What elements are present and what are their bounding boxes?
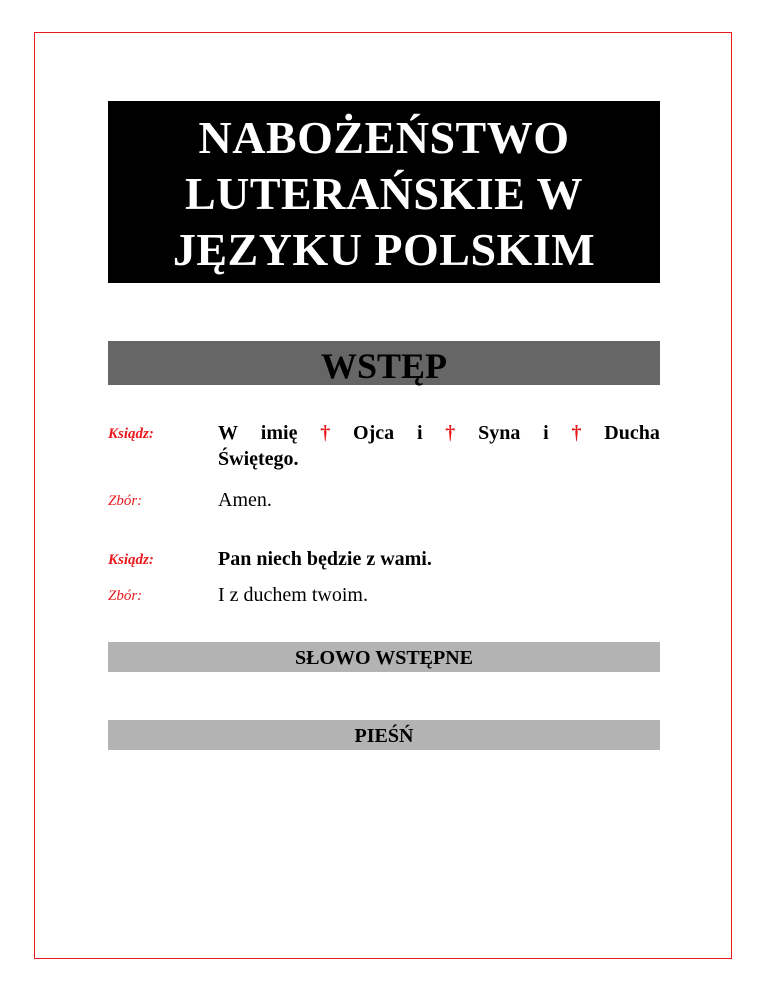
word: imię [260, 422, 298, 444]
hymn-heading: PIEŚŃ [354, 725, 414, 747]
intro-heading-bar [108, 341, 660, 385]
word: W [218, 422, 238, 444]
cross-icon: † [571, 422, 582, 444]
word: i [416, 422, 423, 444]
speaker-label: Zbór: [108, 493, 143, 509]
cross-icon: † [320, 422, 331, 444]
word: Ojca [353, 422, 395, 444]
word: Syna [478, 422, 521, 444]
title-line-3: JĘZYKU POLSKIM [172, 224, 596, 275]
speaker-label: Zbór: [108, 588, 143, 604]
word: i [543, 422, 549, 444]
invocation-line-2: Świętego. [218, 448, 299, 470]
intro-heading: WSTĘP [320, 346, 448, 386]
opening-word-heading: SŁOWO WSTĘPNE [294, 647, 474, 669]
cross-icon: † [445, 422, 456, 444]
invocation-line [218, 420, 660, 446]
utterance-text [218, 420, 660, 472]
word: Ducha [604, 422, 660, 444]
utterance-text: Amen. [218, 489, 272, 511]
hymn-heading-bar [108, 720, 660, 750]
utterance-text: I z duchem twoim. [218, 584, 368, 606]
title-block [108, 101, 660, 283]
speaker-label: Ksiądz: [108, 552, 154, 568]
speaker-label: Ksiądz: [108, 426, 154, 442]
utterance-text: Pan niech będzie z wami. [218, 548, 432, 570]
title-line-2: LUTERAŃSKIE W [184, 168, 584, 219]
opening-word-heading-bar [108, 642, 660, 672]
title-line-1: NABOŻEŃSTWO [198, 112, 570, 163]
